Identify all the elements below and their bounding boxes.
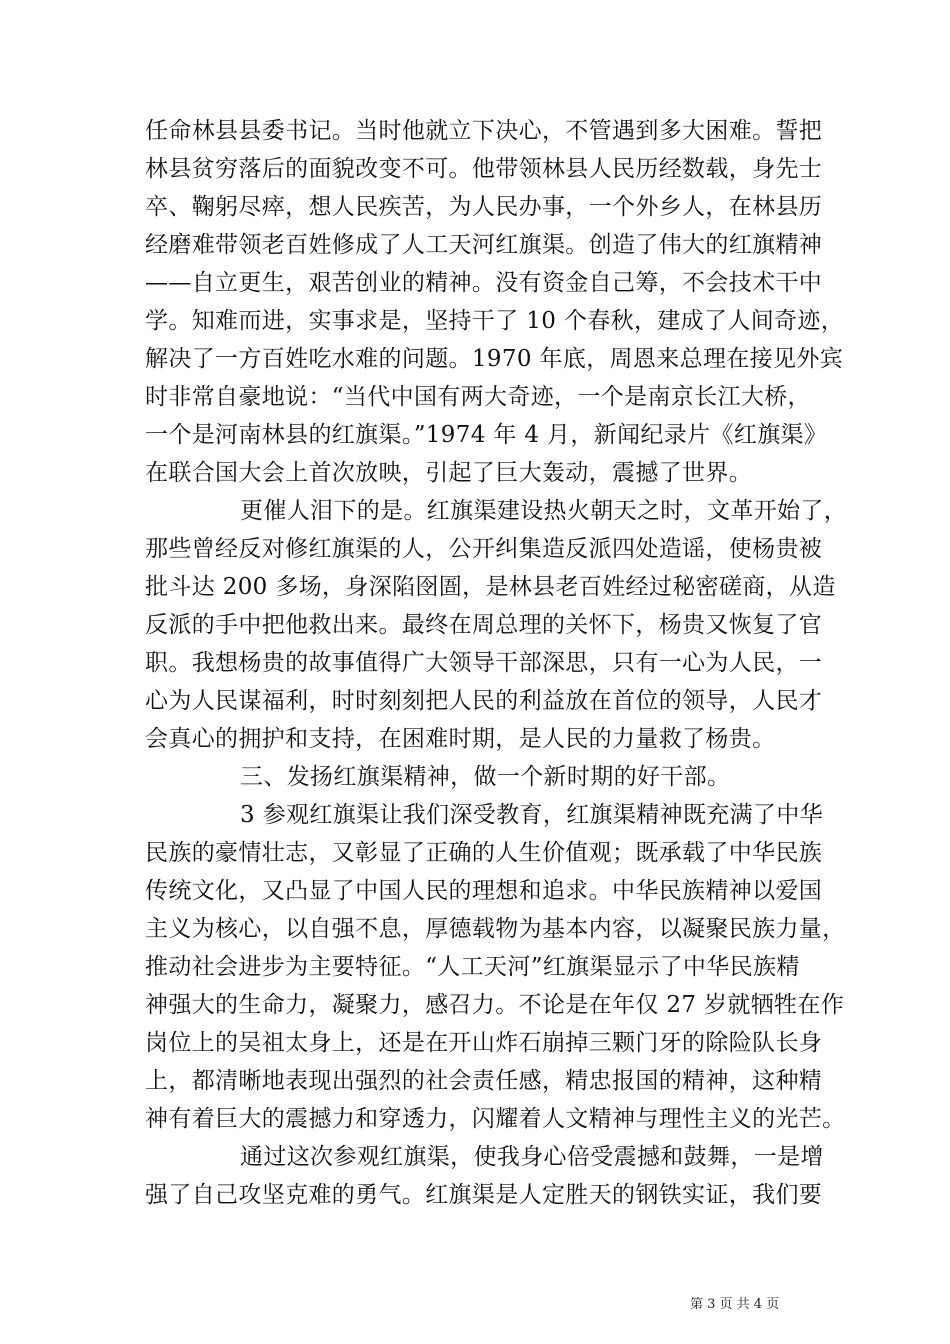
text-line: 会真心的拥护和支持，在困难时期，是人民的力量救了杨贵。 — [145, 726, 776, 752]
text-line: 时非常自豪地说：“当代中国有两大奇迹，一个是南京长江大桥， — [145, 384, 811, 410]
text-line: 心为人民谋福利，时时刻刻把人民的利益放在首位的领导，人民才 — [145, 688, 823, 714]
paragraph-first-line: 更催人泪下的是。红旗渠建设热火朝天之时，文革开始了， — [240, 498, 848, 524]
text-line: 民族的豪情壮志，又彰显了正确的人生价值观；既承载了中华民族 — [145, 840, 823, 866]
text-line: 神有着巨大的震撼力和穿透力，闪耀着人文精神与理性主义的光芒。 — [145, 1106, 846, 1132]
text-line: 反派的手中把他救出来。最终在周总理的关怀下，杨贵又恢复了官 — [145, 612, 823, 638]
text-line: 卒、鞠躬尽瘁，想人民疾苦，为人民办事，一个外乡人，在林县历 — [145, 194, 823, 220]
body-text — [145, 112, 848, 1214]
text-line: 学。知难而进，实事求是，坚持干了 10 个春秋，建成了人间奇迹， — [145, 308, 845, 334]
text-line: 一个是河南林县的红旗渠。”1974 年 4 月，新闻纪录片《红旗渠》 — [145, 422, 828, 448]
text-line: 推动社会进步为主要特征。“人工天河”红旗渠显示了中华民族精 — [145, 954, 800, 980]
text-line: ——自立更生，艰苦创业的精神。没有资金自己筹，不会技术干中 — [145, 270, 823, 296]
text-line: 职。我想杨贵的故事值得广大领导干部深思，只有一心为人民，一 — [145, 650, 823, 676]
text-line: 神强大的生命力，凝聚力，感召力。不论是在年仅 27 岁就牺牲在作 — [145, 992, 845, 1018]
text-line: 强了自己攻坚克难的勇气。红旗渠是人定胜天的钢铁实证，我们要 — [145, 1182, 823, 1208]
section-heading: 三、发扬红旗渠精神，做一个新时期的好干部。 — [240, 764, 731, 790]
text-line: 解决了一方百姓吃水难的问题。1970 年底，周恩来总理在接见外宾 — [145, 346, 844, 372]
text-line: 任命林县县委书记。当时他就立下决心，不管遇到多大困难。誓把 — [145, 118, 823, 144]
paragraph-first-line: 3 参观红旗渠让我们深受教育，红旗渠精神既充满了中华 — [240, 802, 824, 828]
paragraph-first-line: 通过这次参观红旗渠，使我身心倍受震撼和鼓舞，一是增 — [240, 1144, 824, 1170]
page-number-footer: 第 3 页 共 4 页 — [690, 1297, 780, 1312]
text-line: 传统文化，又凸显了中国人民的理想和追求。中华民族精神以爱国 — [145, 878, 823, 904]
text-line: 主义为核心，以自强不息，厚德载物为基本内容，以凝聚民族力量， — [145, 916, 846, 942]
text-line: 批斗达 200 多场，身深陷囹圄，是林县老百姓经过秘密磋商，从造 — [145, 574, 836, 600]
text-line: 经磨难带领老百姓修成了人工天河红旗渠。创造了伟大的红旗精神 — [145, 232, 823, 258]
text-line: 那些曾经反对修红旗渠的人，公开纠集造反派四处造谣，使杨贵被 — [145, 536, 823, 562]
text-line: 岗位上的吴祖太身上，还是在开山炸石崩掉三颗门牙的除险队长身 — [145, 1030, 823, 1056]
text-line: 上，都清晰地表现出强烈的社会责任感，精忠报国的精神，这种精 — [145, 1068, 823, 1094]
text-line: 在联合国大会上首次放映，引起了巨大轰动，震撼了世界。 — [145, 460, 753, 486]
text-line: 林县贫穷落后的面貌改变不可。他带领林县人民历经数载，身先士 — [145, 156, 823, 182]
